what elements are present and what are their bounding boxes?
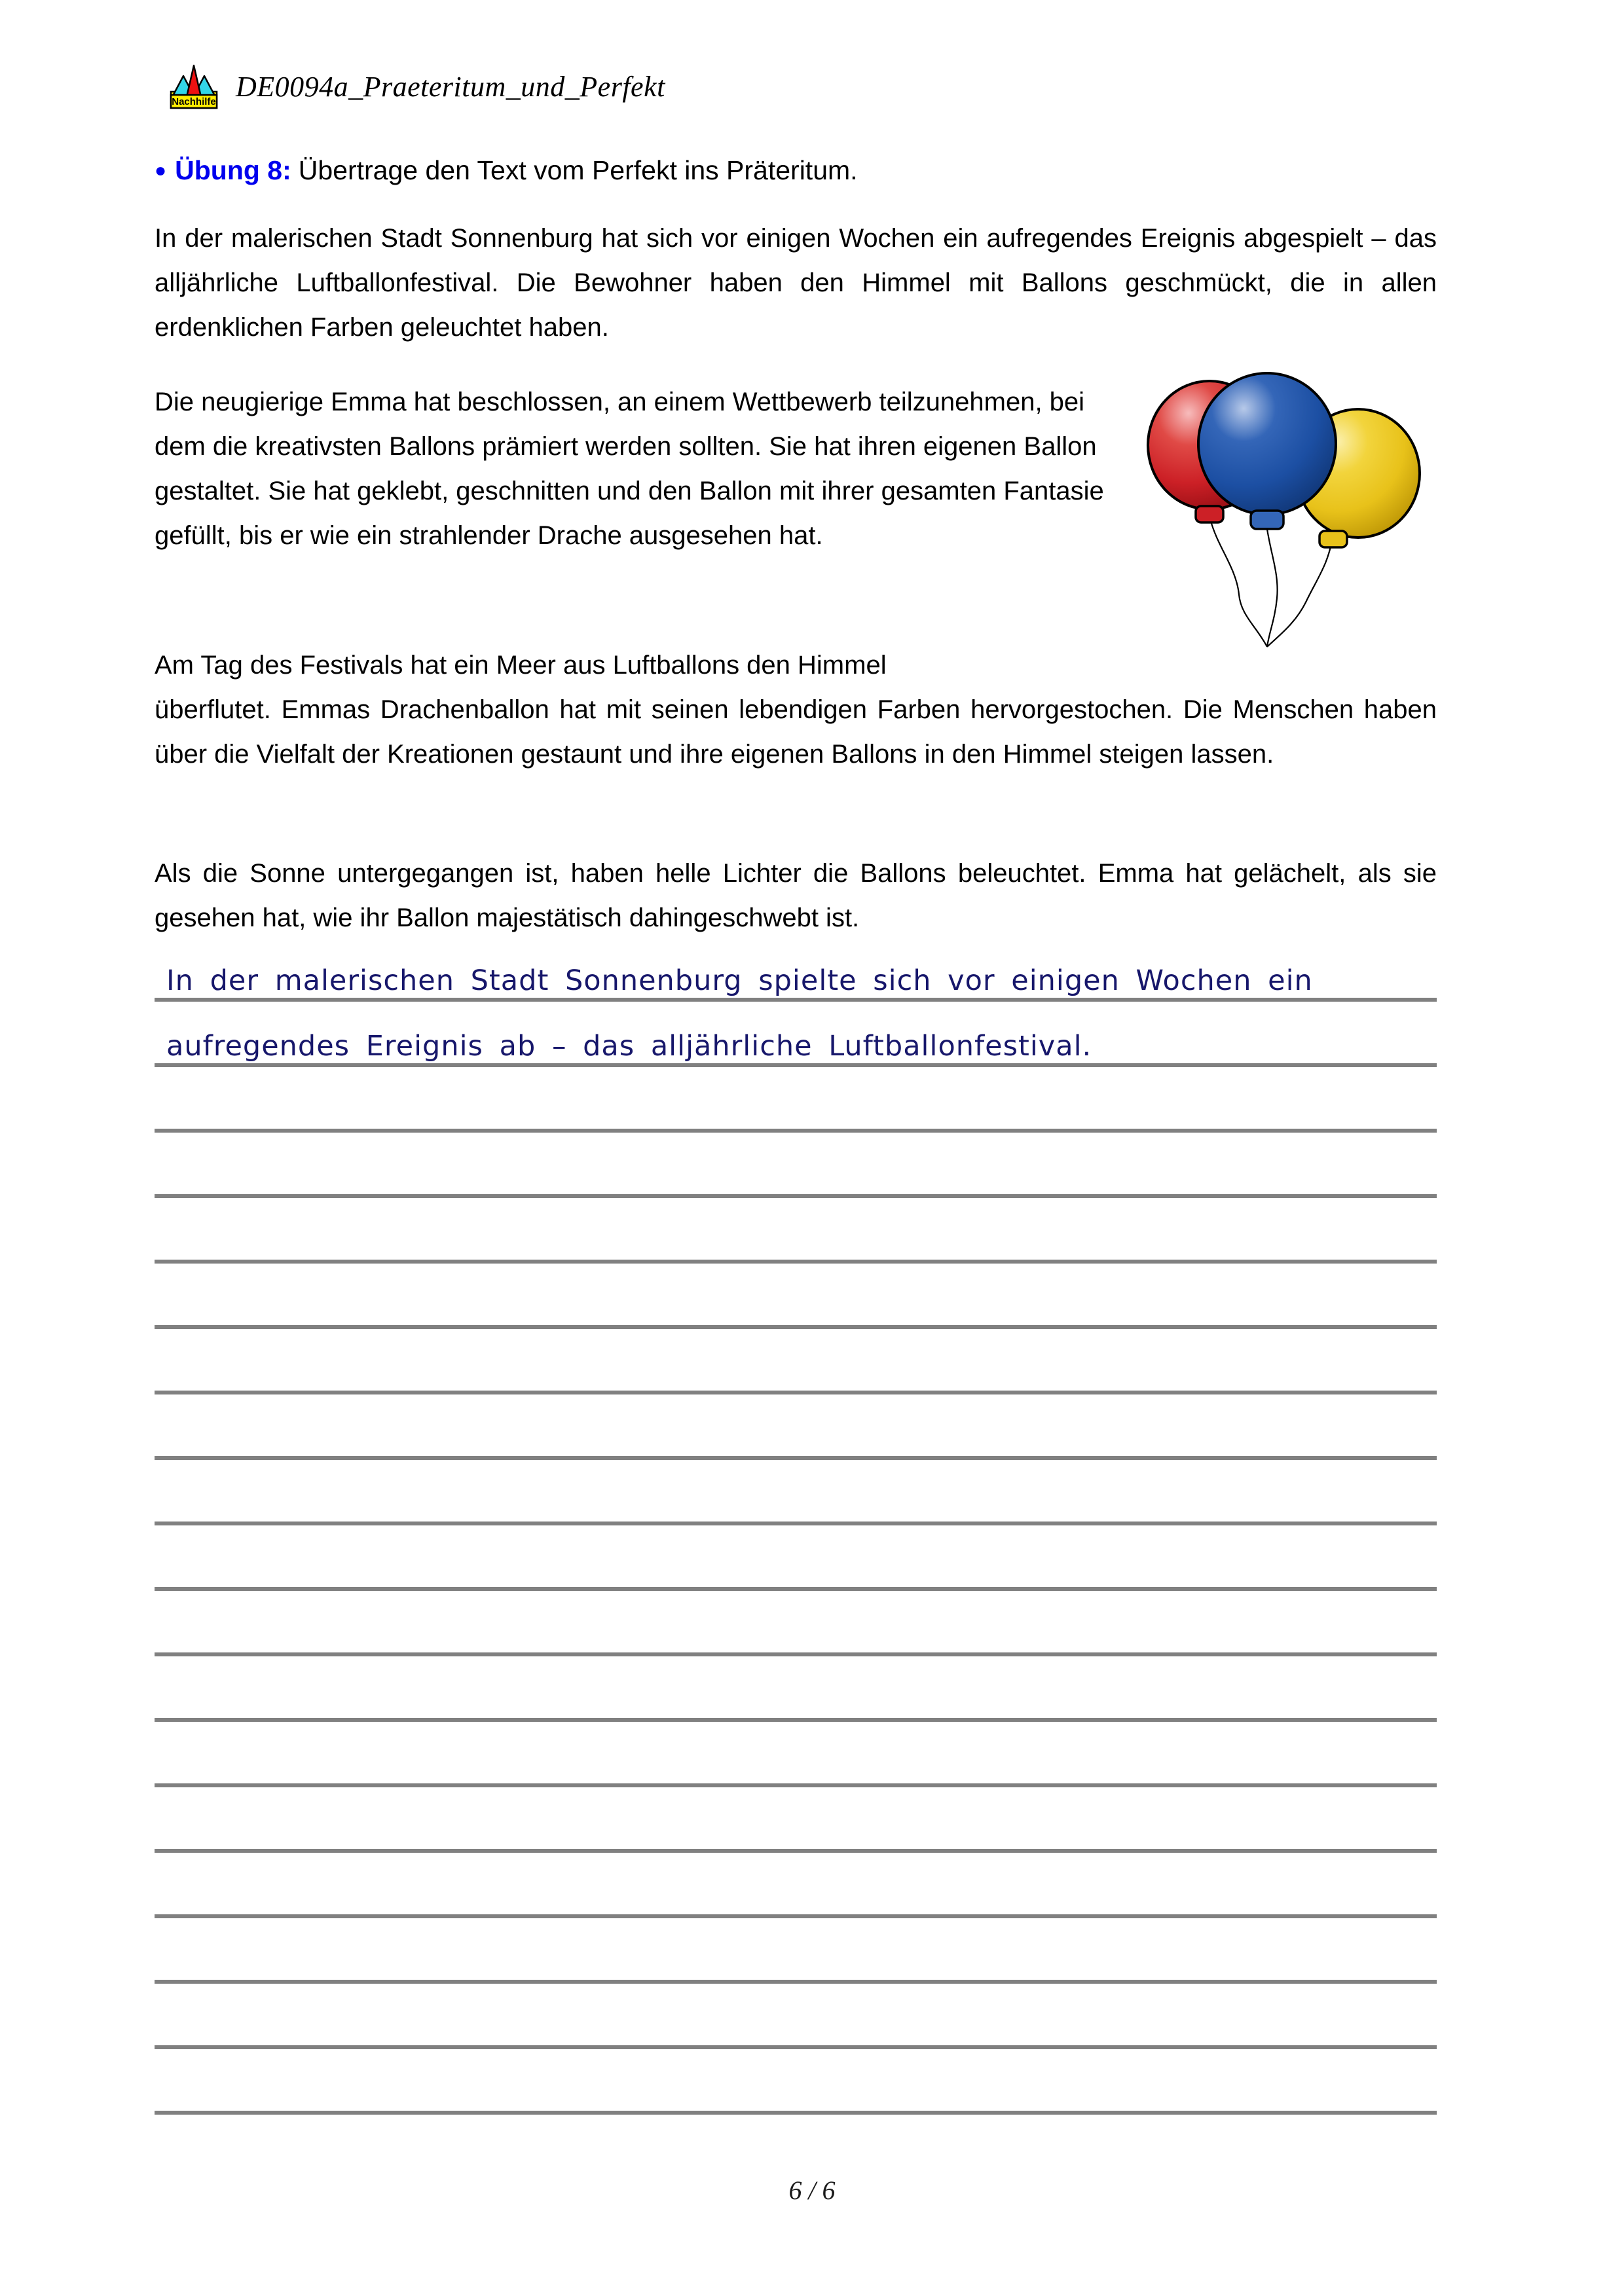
page-number-footer: 6 / 6 <box>788 2176 836 2205</box>
blank-answer-row[interactable] <box>155 1918 1437 1984</box>
blank-answer-row[interactable] <box>155 1984 1437 2049</box>
blank-answer-row[interactable] <box>155 1198 1437 1264</box>
paragraph-3-rest: überflutet. Emmas Drachenballon hat mit seinen lebendigen Farben hervorgestochen. Die Menschen haben über die Vielfalt der Kreationen gestaunt und ihre eigenen Ballons in den Himmel steigen lassen. <box>155 695 1437 769</box>
answer-line-1: In der malerischen Stadt Sonnenburg spielte sich vor einigen Wochen ein <box>166 964 1313 997</box>
balloon-strings <box>1211 520 1333 647</box>
exercise-heading <box>155 155 1438 186</box>
paragraph-4: Als die Sonne untergegangen ist, haben helle Lichter die Ballons beleuchtet. Emma hat gelächelt, als sie gesehen hat, wie ihr Ballon majestätisch dahingeschwebt ist. <box>155 859 1437 932</box>
blank-answer-row[interactable] <box>155 1264 1437 1329</box>
answer-row-1[interactable] <box>155 936 1437 1002</box>
blank-answer-row[interactable] <box>155 1525 1437 1591</box>
blank-answer-row[interactable] <box>155 1787 1437 1853</box>
blank-answer-row[interactable] <box>155 1656 1437 1722</box>
answer-line-2: aufregendes Ereignis ab – das alljährliche Luftballonfestival. <box>166 1030 1092 1063</box>
blank-answer-row[interactable] <box>155 1853 1437 1918</box>
exercise-instruction: Übertrage den Text vom Perfekt ins Präteritum. <box>298 155 858 185</box>
blank-answer-row[interactable] <box>155 1329 1437 1394</box>
blank-answer-row[interactable] <box>155 1133 1437 1198</box>
paragraph-3-first-line: Am Tag des Festivals hat ein Meer aus Luftballons den Himmel <box>155 651 887 680</box>
blank-answer-row[interactable] <box>155 1722 1437 1787</box>
paragraph-2: Die neugierige Emma hat beschlossen, an einem Wettbewerb teilzunehmen, bei dem die kreativsten Ballons prämiert werden sollten. Sie hat ihren eigenen Ballon gestaltet. Sie hat geklebt, geschnitten und den Ballon mit ihrer gesamten Fantasie gefüllt, bis er wie ein strahlender Drache ausgesehen hat. <box>155 388 1104 550</box>
blank-answer-row[interactable] <box>155 1067 1437 1133</box>
rule-line <box>155 2111 1437 2115</box>
answer-ruled-area <box>155 936 1437 2115</box>
document-title: DE0094a_Praeteritum_und_Perfekt <box>236 70 665 103</box>
exercise-label: Übung 8: <box>175 155 291 185</box>
answer-row-2[interactable] <box>155 1002 1437 1067</box>
three-balloons-illustration <box>1141 372 1431 670</box>
document-header <box>169 63 665 110</box>
blank-answer-row[interactable] <box>155 1394 1437 1460</box>
paragraph-3 <box>155 643 1437 776</box>
paragraph-1: In der malerischen Stadt Sonnenburg hat sich vor einigen Wochen ein aufregendes Ereignis abgespielt – das alljährliche Luftballonfestival. Die Bewohner haben den Himmel mit Ballons geschmückt, die in allen erdenklichen Farben geleuchtet haben. <box>155 224 1437 342</box>
blank-answer-row[interactable] <box>155 1460 1437 1525</box>
logo-label: Nachhilfe <box>172 96 216 107</box>
blank-answer-row[interactable] <box>155 1591 1437 1656</box>
nachhilfe-logo-icon <box>169 63 219 110</box>
blank-answer-row[interactable] <box>155 2049 1437 2115</box>
bullet-icon: ● <box>155 160 167 181</box>
